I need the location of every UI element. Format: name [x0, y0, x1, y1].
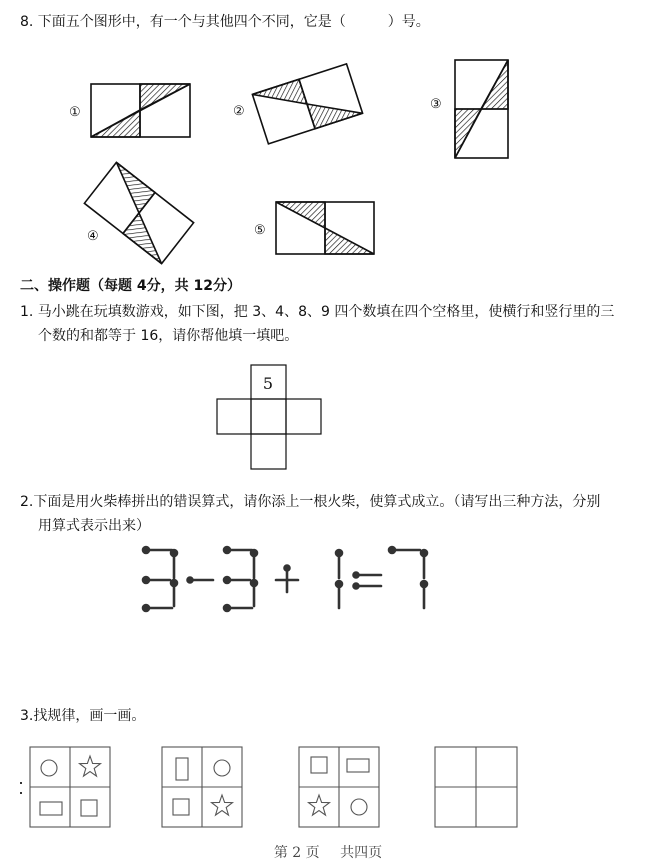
vertical-rectangle-icon — [176, 758, 188, 780]
circle-icon — [214, 760, 230, 776]
q3-text: 3.找规律，画一画。 — [20, 708, 146, 724]
page-total: 共四页 — [340, 845, 383, 861]
circle-icon — [351, 799, 367, 815]
page-footer — [0, 842, 656, 862]
pattern-grid-4-blank[interactable] — [435, 747, 517, 827]
figure-3-label: ③ — [430, 97, 442, 112]
square-icon — [173, 799, 189, 815]
figure-1 — [91, 84, 190, 137]
figure-3 — [455, 60, 508, 158]
star-icon — [309, 795, 330, 815]
figure-5 — [276, 202, 374, 254]
stray-mark — [20, 782, 22, 784]
q1-line-2: 个数的和都等于 16，请你帮他填一填吧。 — [38, 328, 299, 344]
section-2-title: 二、操作题（每题 4分，共 12分） — [20, 278, 241, 294]
figure-2 — [252, 64, 362, 144]
square-icon — [81, 800, 97, 816]
given-number: 5 — [262, 374, 274, 393]
pattern-grid-1 — [30, 747, 110, 827]
star-icon — [80, 756, 101, 776]
figure-4-label: ④ — [87, 229, 99, 244]
figure-5-label: ⑤ — [254, 223, 266, 238]
figure-2-label: ② — [233, 104, 245, 119]
figure-1-label: ① — [69, 105, 81, 120]
pattern-grid-2 — [162, 747, 242, 827]
horizontal-rectangle-icon — [40, 802, 62, 815]
matchstick-equation — [143, 547, 427, 611]
q1-line-1: 1. 马小跳在玩填数游戏，如下图，把 3、4、8、9 四个数填在四个空格里，使横行和竖行里的三 — [20, 304, 615, 320]
q2-line-1: 2.下面是用火柴棒拼出的错误算式，请你添上一根火柴，使算式成立。（请写出三种方法，分别 — [20, 494, 601, 510]
square-icon — [311, 757, 327, 773]
pattern-grid-3 — [299, 747, 379, 827]
q8-text: 8. 下面五个图形中，有一个与其他四个不同，它是（ ）号。 — [20, 14, 430, 30]
q2-line-2: 用算式表示出来） — [38, 518, 150, 534]
horizontal-rectangle-icon — [347, 759, 369, 772]
circle-icon — [41, 760, 57, 776]
star-icon — [212, 795, 233, 815]
figure-4 — [84, 162, 193, 263]
page-number: 第 2 页 — [273, 845, 320, 861]
stray-mark — [20, 792, 22, 794]
